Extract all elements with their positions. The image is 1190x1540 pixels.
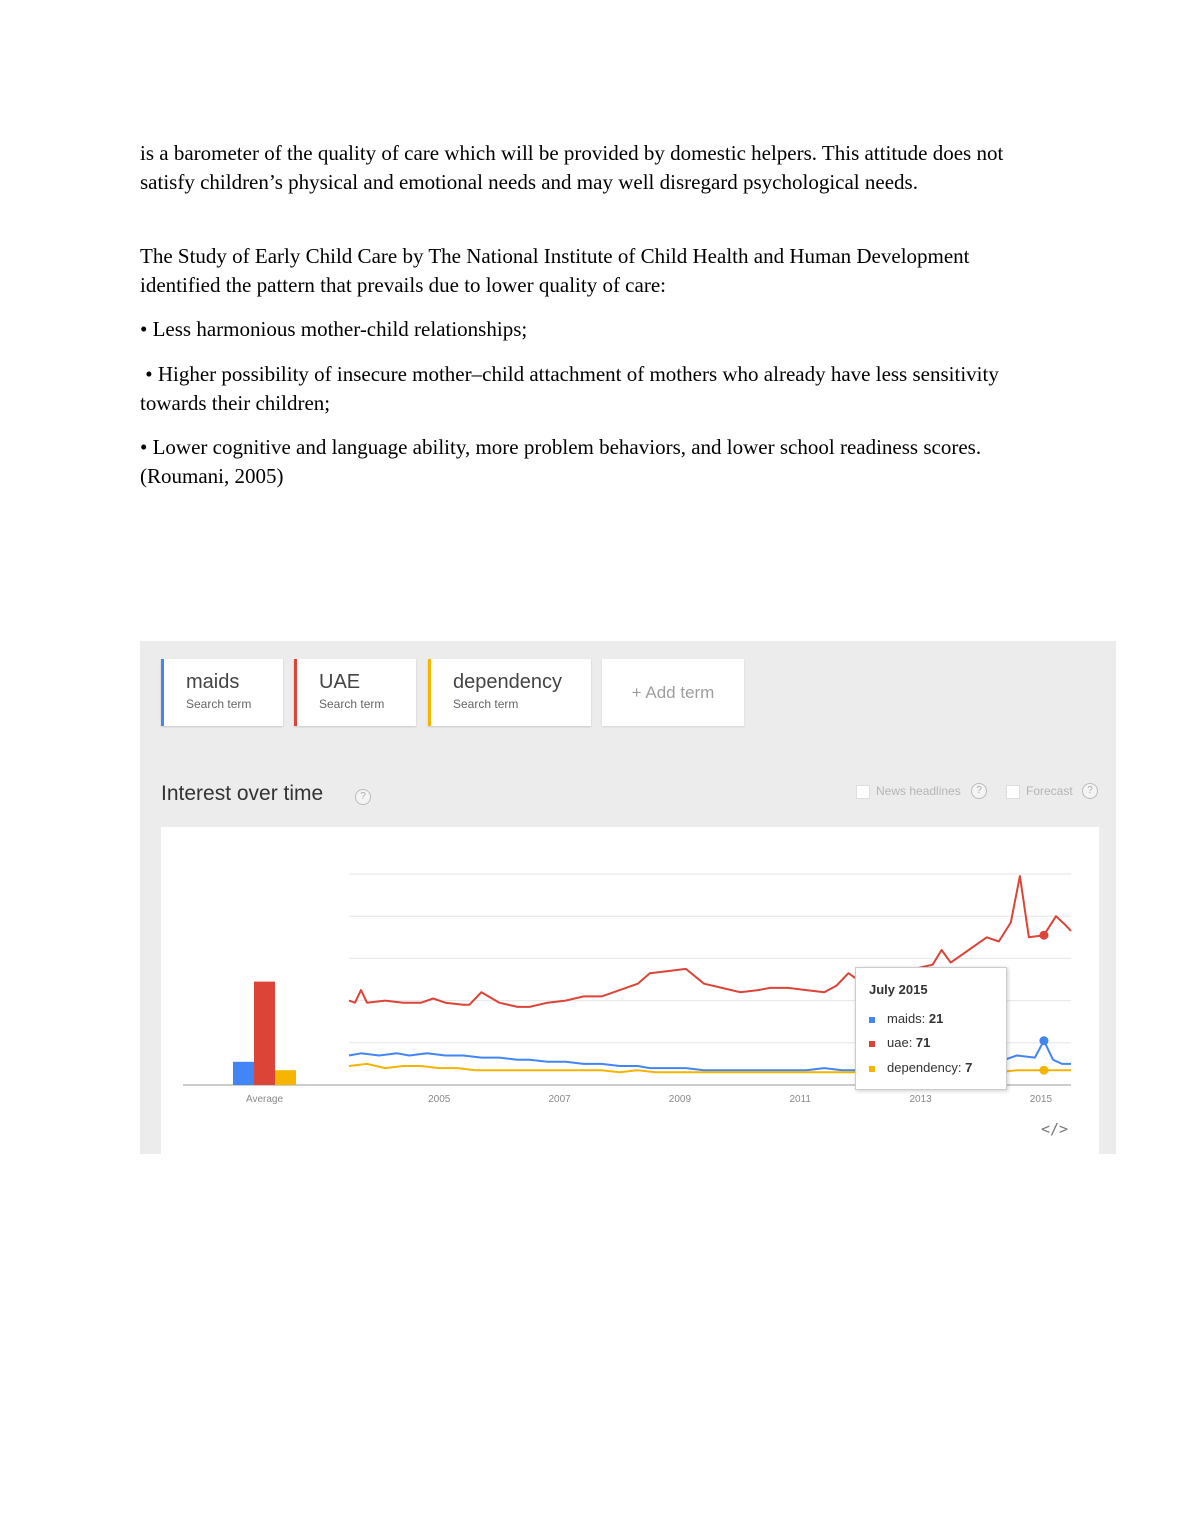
tooltip-row-maids: maids: 21 [869, 1011, 943, 1026]
bullet-item: • Lower cognitive and language ability, more problem behaviors, and lower school readiness scores. (Roumani, 2005) [140, 435, 987, 488]
google-trends-screenshot [140, 641, 1116, 1154]
help-icon[interactable]: ? [1082, 783, 1098, 799]
term-card-dependency[interactable] [428, 659, 591, 726]
legend-swatch [869, 1066, 875, 1072]
term-name: dependency [453, 671, 562, 693]
term-card-maids[interactable] [161, 659, 283, 726]
term-name: UAE [319, 671, 361, 693]
average-bar-maids [233, 1062, 254, 1085]
help-icon[interactable]: ? [355, 789, 371, 805]
average-bar-dependency [275, 1070, 296, 1085]
x-tick-label: 2007 [548, 1094, 571, 1105]
legend-swatch [869, 1017, 875, 1023]
term-subtitle: Search term [319, 697, 385, 711]
help-icon[interactable]: ? [971, 783, 987, 799]
x-tick-label: 2009 [668, 1094, 692, 1105]
bullet-item: • Less harmonious mother-child relationships; [140, 317, 528, 341]
add-term-button[interactable]: + Add term [602, 659, 744, 726]
average-label: Average [245, 1094, 284, 1105]
embed-icon[interactable]: </> [1041, 1120, 1069, 1138]
section-title: Interest over time [161, 782, 324, 805]
paragraph: The Study of Early Child Care by The National Institute of Child Health and Human Development identified the pattern that prevails due to lower quality of care: [140, 244, 970, 297]
legend-swatch [869, 1041, 875, 1047]
highlight-point-dependency [1039, 1066, 1048, 1075]
term-name: maids [186, 671, 240, 693]
x-tick-label: 2011 [789, 1094, 812, 1105]
tooltip-title: July 2015 [869, 982, 928, 997]
paragraph: is a barometer of the quality of care which will be provided by domestic helpers. This attitude does not satisfy children’s physical and emotional needs and may well disregard psychological needs. [140, 141, 1004, 194]
forecast-checkbox[interactable] [1006, 785, 1020, 799]
chart-panel [161, 827, 1099, 1154]
tooltip-row-uae: uae: 71 [869, 1035, 930, 1050]
forecast-label: Forecast [1026, 784, 1073, 798]
news-headlines-checkbox[interactable] [856, 785, 870, 799]
bullet-item: • Higher possibility of insecure mother–child attachment of mothers who already have less sensitivity towards their children; [140, 362, 1005, 415]
x-tick-label: 2013 [909, 1094, 932, 1105]
news-headlines-label: News headlines [876, 784, 961, 798]
x-tick-label: 2005 [428, 1094, 451, 1105]
term-subtitle: Search term [453, 697, 519, 711]
chart-tooltip [855, 967, 1007, 1090]
highlight-point-uae [1039, 931, 1048, 940]
average-bar-uae [254, 982, 275, 1085]
x-tick-label: 2015 [1029, 1094, 1053, 1105]
tooltip-row-dependency: dependency: 7 [869, 1060, 972, 1075]
term-subtitle: Search term [186, 697, 252, 711]
highlight-point-maids [1039, 1036, 1048, 1045]
term-card-uae[interactable] [294, 659, 416, 726]
